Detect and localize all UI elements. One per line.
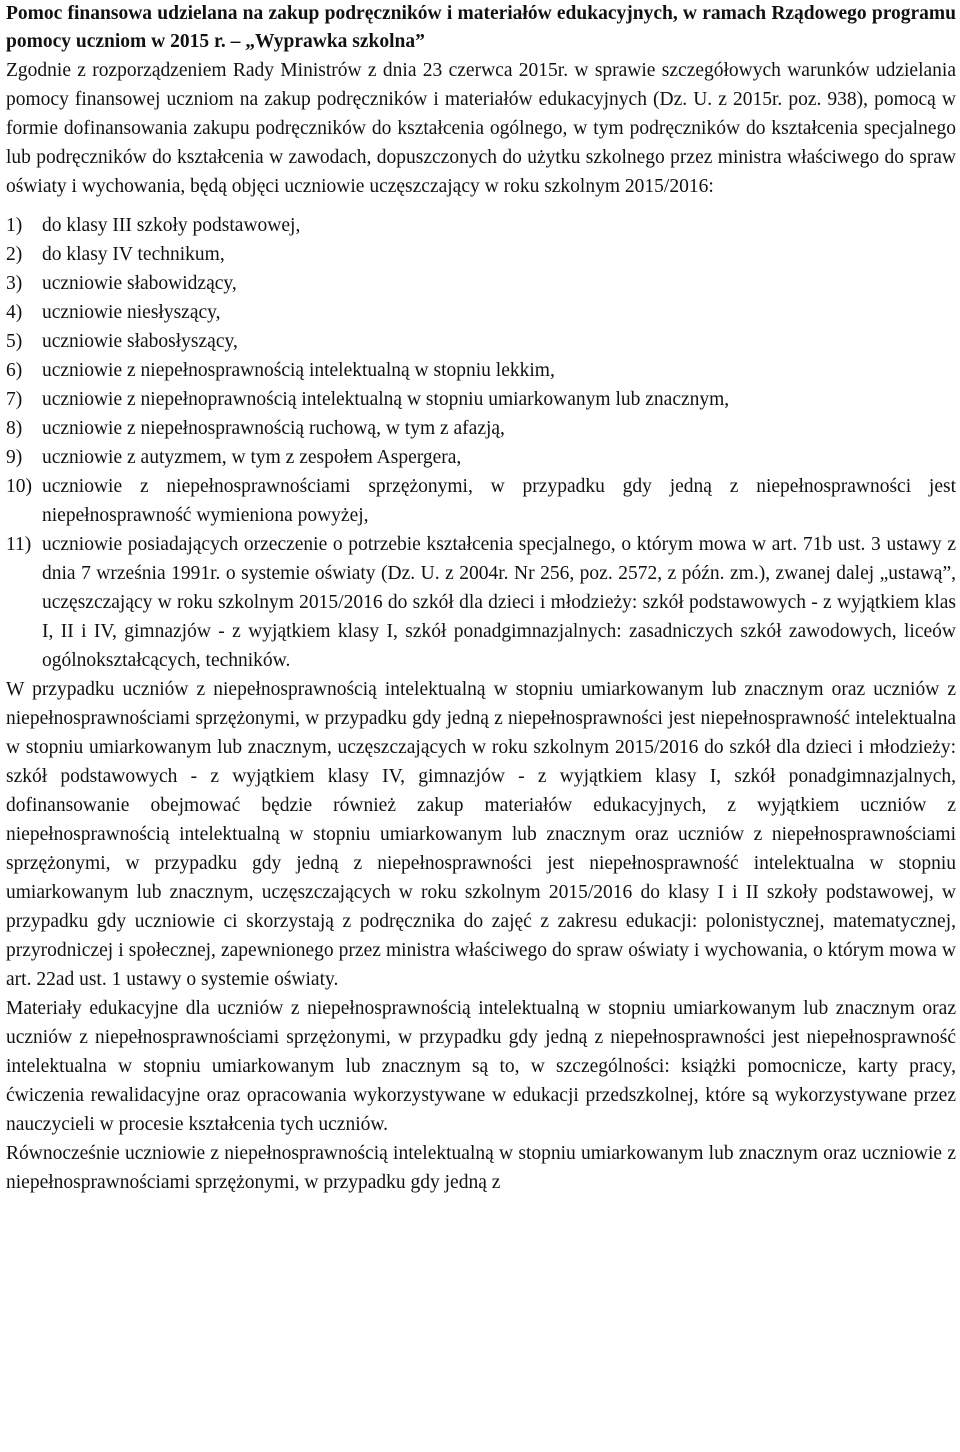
educational-materials-paragraph: Materiały edukacyjne dla uczniów z niepełnosprawnością intelektualną w stopniu umiarkowanym lub znacznym oraz uczniów z niepełnosprawnościami sprzężonymi, w przypadku gdy jedną z niepełnosprawności jest niepełnosprawność intelektualna w stopniu umiarkowanym lub znacznym są to, w szczególności: książki pomocnicze, karty pracy, ćwiczenia rewalidacyjne oraz opracowania wykorzystywane w edukacji przedszkolnej, które są wykorzystywane przez nauczycieli w procesie kształcenia tych uczniów. — [6, 998, 956, 1135]
moderate-disability-paragraph: W przypadku uczniów z niepełnosprawnością intelektualną w stopniu umiarkowanym lub znacznym oraz uczniów z niepełnosprawnościami sprzężonymi, w przypadku gdy jedną z niepełnosprawności jest niepełnosprawność intelektualna w stopniu umiarkowanym lub znacznym, uczęszczających w roku szkolnym 2015/2016 do szkół dla dzieci i młodzieży: szkół podstawowych - z wyjątkiem klasy IV, gimnazjów - z wyjątkiem klasy I, szkół ponadgimnazjalnych, dofinansowanie obejmować będzie również zakup materiałów edukacyjnych, z wyjątkiem uczniów z niepełnosprawnością intelektualną w stopniu umiarkowanym lub znacznym oraz uczniów z niepełnosprawnościami sprzężonymi, w przypadku gdy jedną z niepełnosprawności jest niepełnosprawność intelektualna w stopniu umiarkowanym lub znacznym, uczęszczających w roku szkolnym 2015/2016 do klasy I i II szkoły podstawowej, w przypadku gdy uczniowie ci skorzystają z podręcznika do zajęć z zakresu edukacji: polonistycznej, matematycznej, przyrodniczej i społecznej, zapewnionego przez ministra właściwego do spraw oświaty i wychowania, o którym mowa w art. 22ad ust. 1 ustawy o systemie oświaty. — [6, 679, 956, 990]
list-item-number: 1) — [6, 215, 23, 236]
list-item-text: uczniowie z autyzmem, w tym z zespołem Aspergera, — [42, 447, 462, 468]
list-item-number: 5) — [6, 331, 23, 352]
list-item — [6, 385, 956, 414]
list-item — [6, 443, 956, 472]
list-item — [6, 211, 956, 240]
list-item-number: 9) — [6, 447, 23, 468]
list-item-text: uczniowie z niepełnosprawnościami sprzężonymi, w przypadku gdy jedną z niepełnosprawności jest niepełnosprawność wymieniona powyżej, — [42, 476, 956, 526]
list-item — [6, 472, 956, 530]
list-item — [6, 240, 956, 269]
list-item-text: uczniowie posiadających orzeczenie o potrzebie kształcenia specjalnego, o którym mowa w art. 71b ust. 3 ustawy z dnia 7 września 1991r. o systemie oświaty (Dz. U. z 2004r. Nr 256, poz. 2572, z późn. zm.), zwanej dalej „ustawą”, uczęszczający w roku szkolnym 2015/2016 do szkół dla dzieci i młodzieży: szkół podstawowych - z wyjątkiem klas I, II i IV, gimnazjów - z wyjątkiem klasy I, szkół ponadgimnazjalnych: zasadniczych szkół zawodowych, liceów ogólnokształcących, techników. — [42, 534, 956, 671]
list-item-number: 11) — [6, 534, 32, 555]
list-item-number: 3) — [6, 273, 23, 294]
document-title: Pomoc finansowa udzielana na zakup podręczników i materiałów edukacyjnych, w ramach Rządowego programu pomocy uczniom w 2015 r. – „Wyprawka szkolna” — [6, 3, 956, 52]
list-item — [6, 298, 956, 327]
continuation-paragraph: Równocześnie uczniowie z niepełnosprawnością intelektualną w stopniu umiarkowanym lub znacznym oraz uczniowie z niepełnosprawnościami sprzężonymi, w przypadku gdy jedną z — [6, 1143, 956, 1193]
list-item-number: 6) — [6, 360, 23, 381]
list-item — [6, 327, 956, 356]
list-item-text: do klasy IV technikum, — [42, 244, 225, 265]
list-item-text: uczniowie z niepełnoprawnością intelektualną w stopniu umiarkowanym lub znacznym, — [42, 389, 730, 410]
list-item-number: 4) — [6, 302, 23, 323]
list-item — [6, 269, 956, 298]
list-item-text: uczniowie z niepełnosprawnością intelektualną w stopniu lekkim, — [42, 360, 555, 381]
list-item — [6, 356, 956, 385]
eligible-students-list — [6, 211, 956, 675]
list-item-text: uczniowie słabosłyszący, — [42, 331, 238, 352]
document-page — [6, 0, 956, 1197]
list-item-number: 2) — [6, 244, 23, 265]
list-item-text: uczniowie z niepełnosprawnością ruchową, w tym z afazją, — [42, 418, 505, 439]
list-item-number: 8) — [6, 418, 23, 439]
intro-paragraph: Zgodnie z rozporządzeniem Rady Ministrów z dnia 23 czerwca 2015r. w sprawie szczegółowych warunków udzielania pomocy finansowej uczniom na zakup podręczników i materiałów edukacyjnych (Dz. U. z 2015r. poz. 938), pomocą w formie dofinansowania zakupu podręczników do kształcenia ogólnego, w tym podręczników do kształcenia specjalnego lub podręczników do kształcenia w zawodach, dopuszczonych do użytku szkolnego przez ministra właściwego do spraw oświaty i wychowania, będą objęci uczniowie uczęszczający w roku szkolnym 2015/2016: — [6, 60, 956, 197]
list-item-number: 10) — [6, 476, 32, 497]
list-item-text: do klasy III szkoły podstawowej, — [42, 215, 301, 236]
list-item-text: uczniowie słabowidzący, — [42, 273, 237, 294]
list-item — [6, 414, 956, 443]
list-item-number: 7) — [6, 389, 23, 410]
list-item — [6, 530, 956, 675]
list-item-text: uczniowie niesłyszący, — [42, 302, 221, 323]
